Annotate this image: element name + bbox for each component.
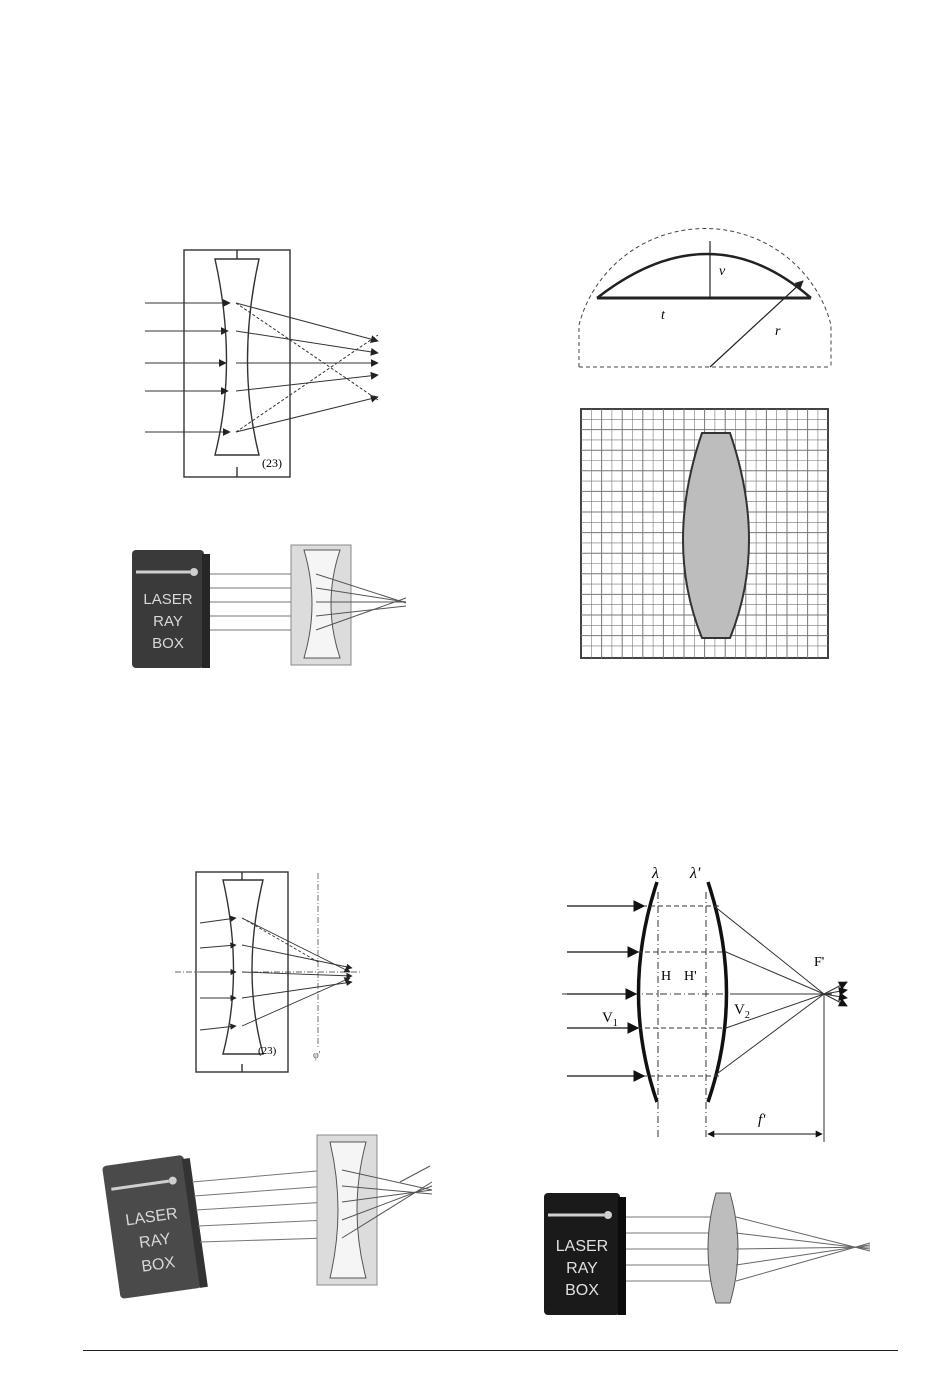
figure-circular-segment — [575, 235, 835, 375]
label-r: r — [775, 324, 781, 339]
footer-rule — [83, 1350, 898, 1351]
figure-laser-box-convex — [540, 1185, 875, 1320]
laser-ray-box — [544, 1193, 626, 1315]
box-line-3: BOX — [140, 1254, 177, 1276]
box-line-2: RAY — [138, 1230, 172, 1252]
label-V1: $V_1$ — [602, 1010, 618, 1029]
concave-lens-holder — [291, 545, 351, 665]
lens-surface-1 — [639, 882, 658, 1102]
box-line-1: LASER — [124, 1205, 179, 1230]
concave-lens — [215, 259, 259, 455]
label-v: v — [719, 264, 726, 279]
label-H: H — [661, 969, 672, 984]
figure-number-label: (23) — [258, 1045, 277, 1057]
figure-thick-lens-planes — [562, 862, 862, 1152]
laser-ray-box — [102, 1154, 208, 1299]
figure-laser-box-tilted — [100, 1130, 440, 1310]
label-t: t — [661, 308, 665, 323]
label-lambda: λ — [652, 865, 659, 882]
box-line-2: RAY — [153, 613, 183, 630]
label-H-prime: H' — [684, 969, 697, 984]
label-V2: $V_2$ — [734, 1002, 750, 1021]
axis-phi-label: φ' — [313, 1050, 321, 1061]
figure-concave-lens-axis — [170, 868, 370, 1078]
biconvex-lens-grid — [683, 433, 749, 638]
box-line-3: BOX — [152, 635, 184, 652]
laser-ray-box — [132, 550, 210, 668]
figure-concave-lens-rays — [140, 245, 400, 485]
figure-laser-box-concave — [128, 540, 418, 675]
label-F-prime: F' — [814, 955, 825, 970]
box-line-3: BOX — [565, 1282, 599, 1299]
figure-lens-on-grid — [580, 408, 830, 660]
segment-arc — [597, 254, 811, 298]
label-lambda-prime: λ' — [690, 865, 701, 882]
label-f-prime: f' — [758, 1112, 766, 1128]
box-line-1: LASER — [143, 591, 193, 608]
box-line-2: RAY — [566, 1260, 598, 1277]
figure-number-label: (23) — [262, 456, 282, 470]
box-line-1: LASER — [555, 1238, 609, 1255]
biconvex-lens — [708, 1193, 738, 1303]
